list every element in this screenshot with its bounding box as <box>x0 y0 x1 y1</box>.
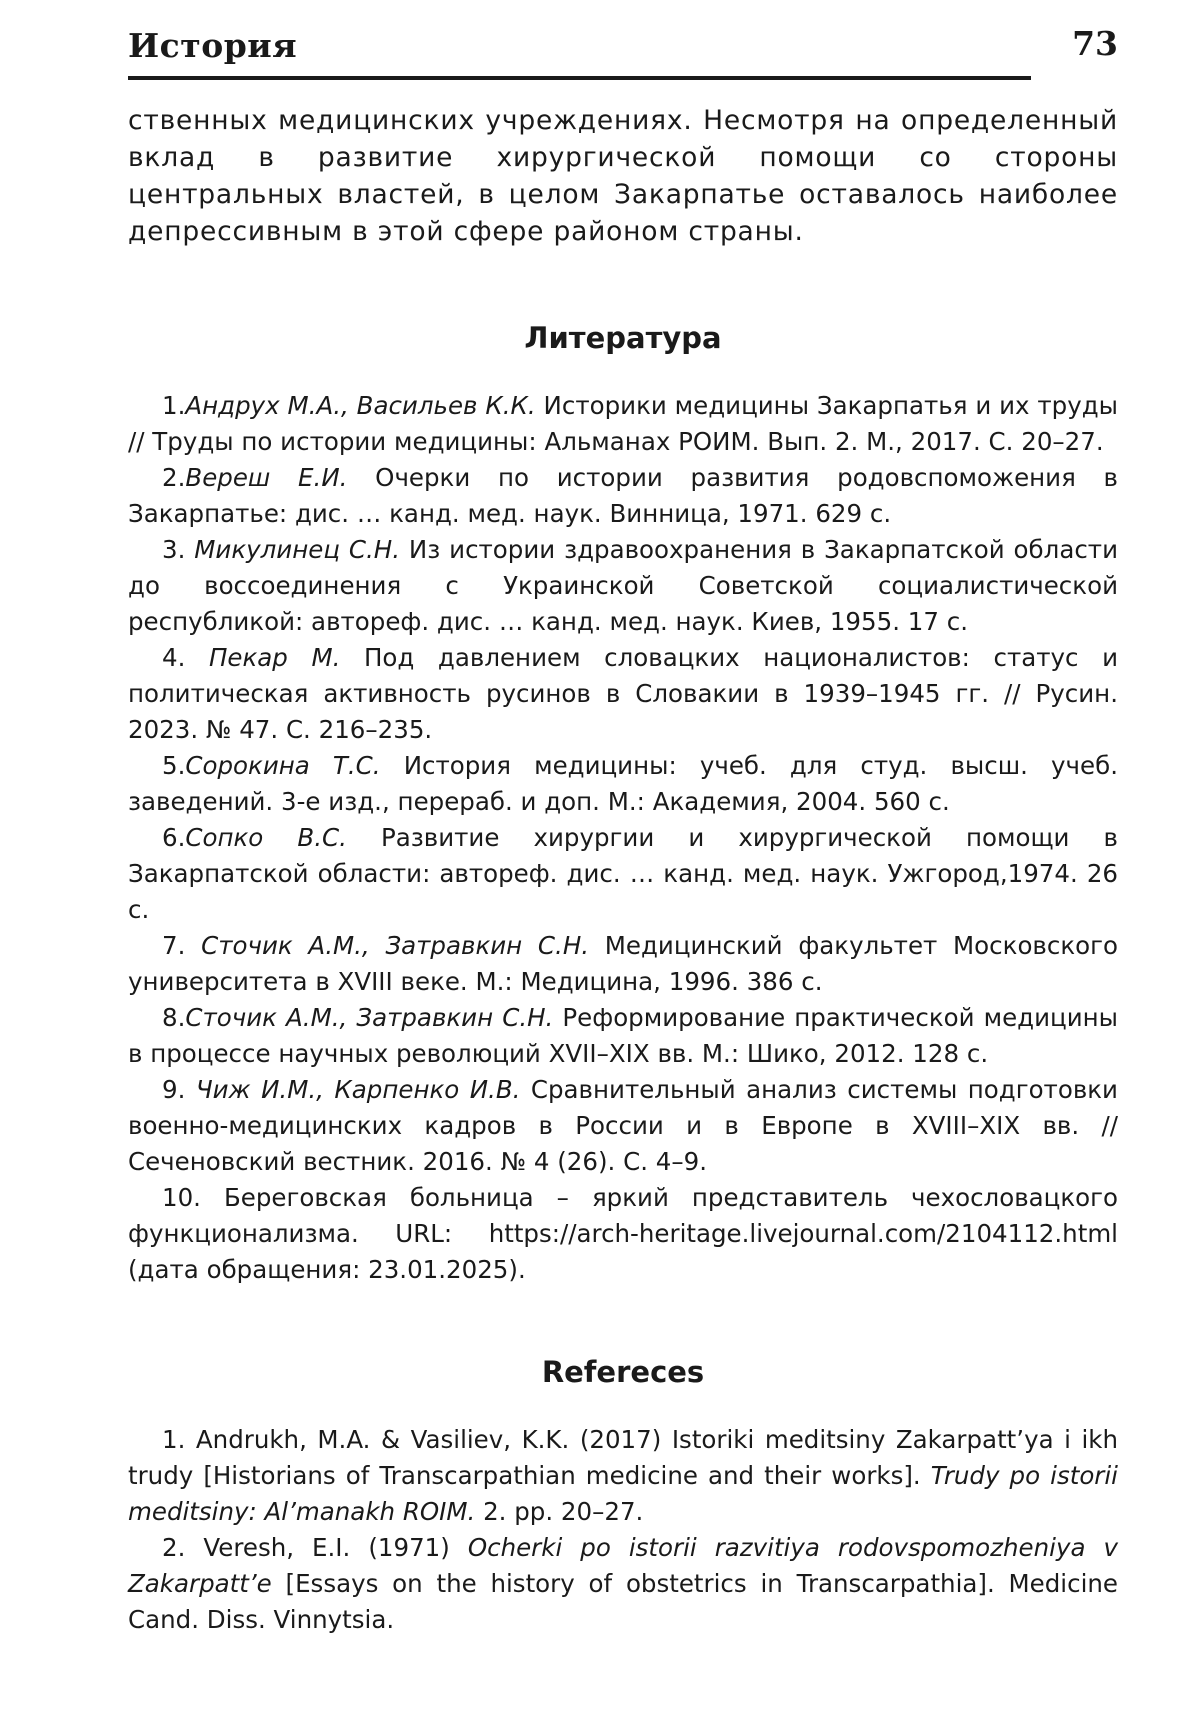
ref-authors: Чиж И.М., Карпенко И.В. <box>195 1075 521 1104</box>
ref-authors: Микулинец С.Н. <box>194 535 400 564</box>
ref-text: Из истории здравоохранения в Закарпатской области до воссоединения с Украинской Советской социалистической республикой: автореф. дис. … канд. мед. наук. Киев, 1955. 17 с. <box>128 535 1118 636</box>
ref-number: 1. <box>162 1425 186 1454</box>
references-heading: Refereces <box>541 1355 705 1389</box>
ref-authors: Пекар М. <box>208 643 341 672</box>
ref-text: Andrukh, M.A. & Vasiliev, K.K. (2017) Istoriki meditsiny Zakarpatt’ya i ikh trudy [Historians of Transcarpathian medicine and their works]. <box>128 1425 1118 1490</box>
literature-item <box>128 1072 1118 1180</box>
literature-item <box>128 1180 1118 1288</box>
ref-number: 10. <box>162 1183 201 1212</box>
ref-text: Медицинский факультет Московского университета в XVIII веке. М.: Медицина, 1996. 386 с. <box>128 931 1118 996</box>
ref-number: 3. <box>162 535 195 564</box>
ref-text: Сравнительный анализ системы подготовки военно-медицинских кадров в России и в Европе в XVIII–XIX вв. // Сеченовский вестник. 2016. № 4 (26). С. 4–9. <box>128 1075 1118 1176</box>
ref-text: Развитие хирургии и хирургической помощи в Закарпатской области: автореф. дис. … канд. мед. наук. Ужгород,1974. 26 с. <box>128 823 1118 924</box>
literature-heading: Литература <box>524 321 722 355</box>
literature-item <box>128 748 1118 820</box>
ref-text: Историки медицины Закарпатья и их труды // Труды по истории медицины: Альманах РОИМ. Вып. 2. М., 2017. С. 20–27. <box>128 391 1118 456</box>
ref-text: Береговская больница – яркий представитель чехословацкого функционализма. URL: https://arch-heritage.livejournal.com/2104112.html (дата обращения: 23.01.2025). <box>128 1183 1118 1284</box>
literature-item <box>128 820 1118 928</box>
reference-item <box>128 1530 1118 1638</box>
ref-number: 2. <box>162 1533 186 1562</box>
literature-item <box>128 1000 1118 1072</box>
ref-authors: Сточик А.М., Затравкин С.Н. <box>185 1003 554 1032</box>
literature-item <box>128 640 1118 748</box>
ref-source-title: Trudy po istorii meditsiny: Al’manakh ROIM. <box>128 1461 1118 1526</box>
page-number: 73 <box>1072 24 1118 63</box>
literature-item <box>128 460 1118 532</box>
ref-text: [Essays on the history of obstetrics in Transcarpathia]. Medicine Cand. Diss. Vinnytsia. <box>128 1569 1118 1634</box>
ref-text: 2. pp. 20–27. <box>475 1497 644 1526</box>
ref-number: 5. <box>162 751 186 780</box>
ref-text: Очерки по истории развития родовспоможения в Закарпатье: дис. … канд. мед. наук. Винница, 1971. 629 с. <box>128 463 1118 528</box>
header-rule <box>128 76 1031 80</box>
ref-number: 9. <box>162 1075 196 1104</box>
reference-item <box>128 1422 1118 1530</box>
ref-authors: Сточик А.М., Затравкин С.Н. <box>201 931 590 960</box>
ref-text: Под давлением словацких националистов: статус и политическая активность русинов в Словакии в 1939–1945 гг. // Русин. 2023. № 47. С. 216–235. <box>128 643 1118 744</box>
document-page <box>128 0 1118 1638</box>
ref-text: Veresh, E.I. (1971) <box>185 1533 468 1562</box>
ref-text: Реформирование практической медицины в процессе научных революций XVII–XIX вв. М.: Шико, 2012. 128 с. <box>128 1003 1118 1068</box>
literature-list <box>128 388 1118 1288</box>
ref-text: История медицины: учеб. для студ. высш. учеб. заведений. 3-е изд., перераб. и доп. М.: Академия, 2004. 560 с. <box>128 751 1119 816</box>
ref-number: 2. <box>162 463 186 492</box>
ref-number: 6. <box>162 823 186 852</box>
ref-number: 4. <box>162 643 209 672</box>
ref-authors: Сопко В.С. <box>185 823 347 852</box>
intro-paragraph: ственных медицинских учреждениях. Несмотря на определенный вклад в развитие хирургической помощи со стороны центральных властей, в целом Закарпатье оставалось наиболее депрессивным в этой сфере районом страны. <box>128 105 1118 247</box>
literature-item <box>128 388 1118 460</box>
literature-item <box>128 928 1118 1000</box>
ref-number: 1. <box>162 391 186 420</box>
running-header <box>128 0 1118 82</box>
literature-item <box>128 532 1118 640</box>
references-list <box>128 1422 1118 1638</box>
ref-number: 7. <box>162 931 202 960</box>
ref-source-title: Ocherki po istorii razvitiya rodovspomozheniya v Zakarpatt’e <box>128 1533 1118 1598</box>
ref-authors: Андрух М.А., Васильев К.К. <box>185 391 536 420</box>
ref-authors: Вереш Е.И. <box>185 463 348 492</box>
ref-authors: Сорокина Т.С. <box>185 751 381 780</box>
ref-number: 8. <box>162 1003 186 1032</box>
section-title: История <box>128 26 298 65</box>
